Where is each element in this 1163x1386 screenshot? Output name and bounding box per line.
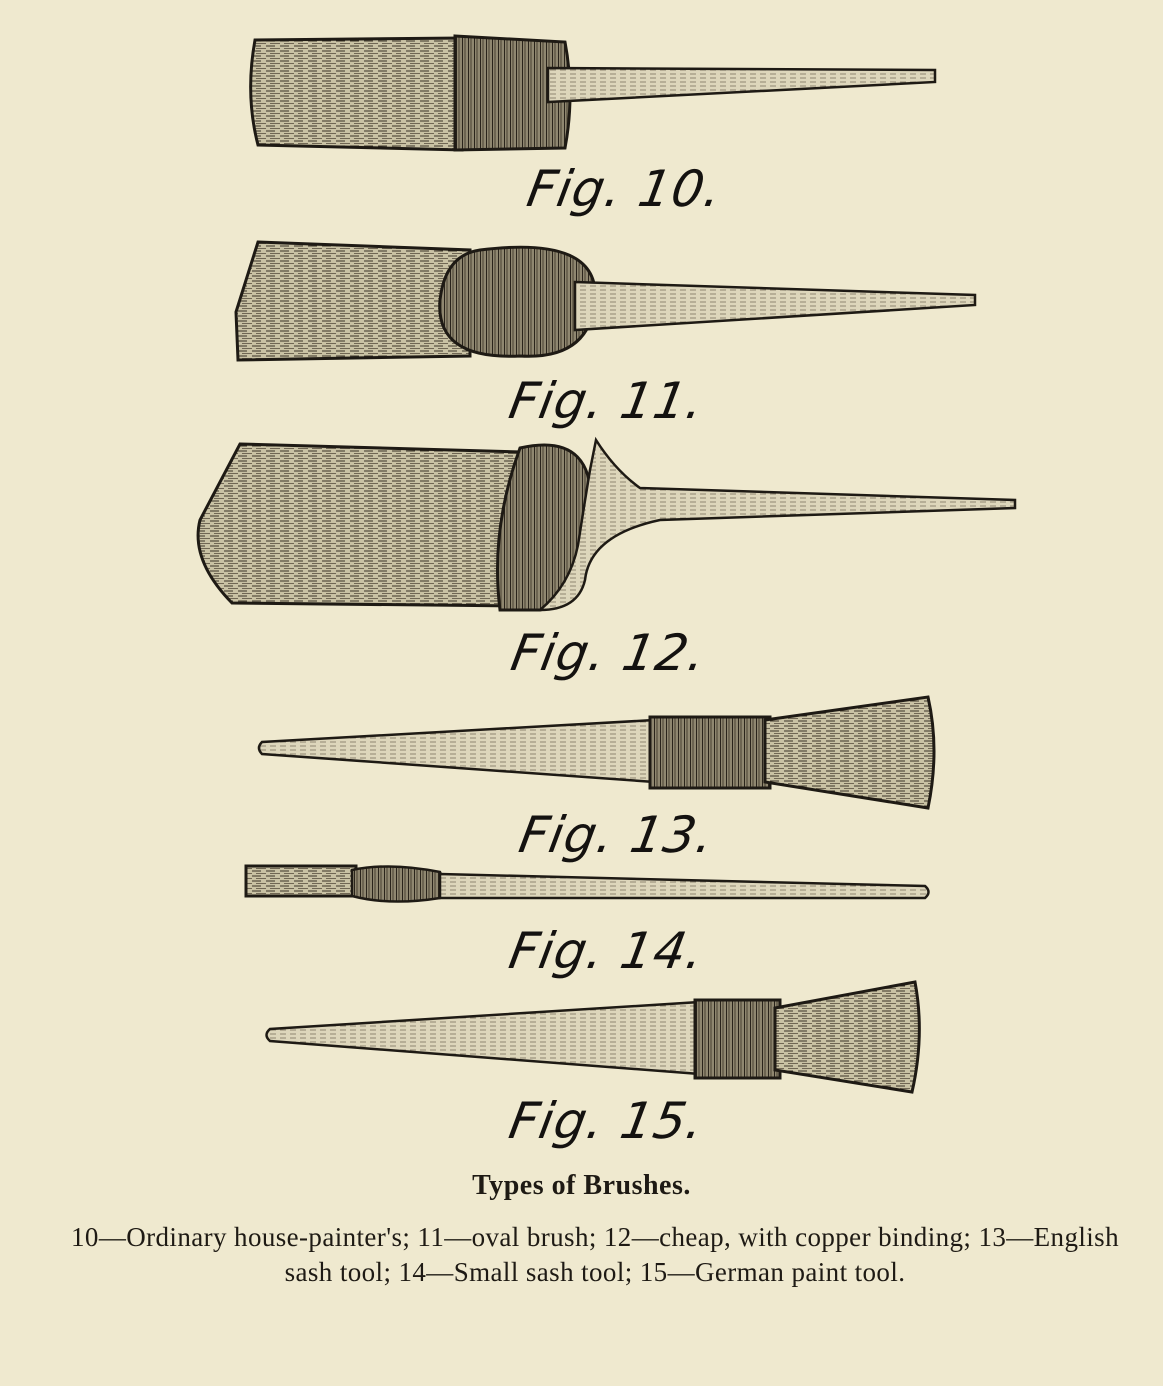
caption-title: Types of Brushes. xyxy=(472,1170,691,1201)
brush-fig-10 xyxy=(251,36,935,150)
fig-14-label: Fig. 14. xyxy=(504,922,709,980)
caption-description: 10—Ordinary house-painter's; 11—oval brush; 12—cheap, with copper binding; 13—English sash tool; 14—Small sash tool; 15—German paint tool. xyxy=(71,1222,1119,1287)
brush-fig-14 xyxy=(246,866,929,902)
brush-fig-12 xyxy=(198,440,1015,610)
brush-fig-11 xyxy=(236,242,975,360)
brush-fig-13 xyxy=(259,697,934,808)
fig-12-label: Fig. 12. xyxy=(506,624,711,682)
fig-13-label: Fig. 13. xyxy=(514,806,719,864)
fig-11-label: Fig. 11. xyxy=(504,372,709,430)
brush-fig-15 xyxy=(267,982,920,1092)
fig-15-label: Fig. 15. xyxy=(504,1092,709,1150)
fig-10-label: Fig. 10. xyxy=(522,160,727,218)
